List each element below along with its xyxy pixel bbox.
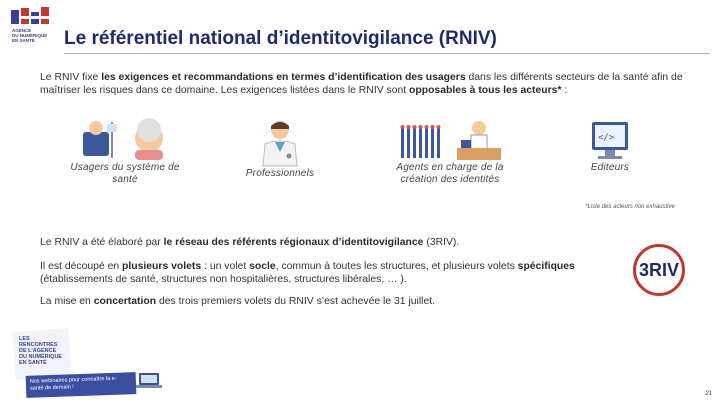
volets-paragraph: Il est découpé en plusieurs volets : un volet socle, commun à toutes les structures, et plusieurs volets spécifiques (établissements de santé, structures non hospitalières, structures libérales, … ). [40, 261, 575, 285]
intro-opposable: opposables à tous les acteurs* [409, 84, 562, 96]
promo-band [26, 372, 137, 398]
page-number: 21 [705, 391, 712, 397]
ans-logo [9, 6, 57, 48]
title-divider [64, 53, 710, 54]
actor-usagers [60, 118, 190, 186]
intro-emphasis: les exigences et recommandations en termes d’identification des usagers [101, 72, 466, 83]
actor-label: Editeurs [590, 162, 630, 173]
webinar-promo[interactable] [6, 326, 166, 402]
doctor-icon [255, 118, 305, 168]
intro-paragraph: Le RNIV fixe les exigences et recommandations en termes d’identification des usagers dans les différents secteurs de la santé afin de maîtriser les risques dans ce domaine. Les exigences listées dans le RNIV sont opposables à tous les acteurs* : [40, 72, 683, 96]
actor-label: Professionnels [245, 168, 315, 179]
actor-editeurs [570, 118, 650, 174]
software-icon [590, 118, 630, 162]
laptop-icon [136, 372, 162, 390]
actor-professionnels [230, 118, 330, 180]
concertation-paragraph: La mise en concertation des trois premiers volets du RNIV s’est achevée le 31 juillet. [40, 296, 436, 307]
patients-icon [77, 118, 173, 162]
ans-logo-mark-icon [9, 6, 57, 26]
actor-agents [380, 118, 520, 186]
promo-title: LES RENCONTRES DE L’AGENCE DU NUMÉRIQUE EN SANTÉ [19, 336, 63, 366]
elaboration-paragraph: Le RNIV a été élaboré par le réseau des référents régionaux d’identitovigilance (3RIV). [40, 237, 460, 248]
agent-icon [395, 118, 505, 162]
actor-label: Usagers du système de santé [70, 162, 180, 185]
logo-caption: AGENCE DU NUMÉRIQUE EN SANTÉ [12, 28, 48, 43]
3riv-badge-text: 3RIV [638, 260, 680, 280]
svg-text:</>: </> [598, 133, 615, 143]
3riv-badge [633, 244, 685, 296]
page-title: Le référentiel national d’identitovigilance (RNIV) [64, 28, 497, 49]
promo-band-text: Nos webinaires pour connaître la e-santé de demain ! [29, 375, 117, 392]
actor-label: Agents en charge de la création des identités [396, 162, 504, 185]
actors-footnote: *Liste des acteurs non exhaustive [585, 204, 675, 210]
elaboration-emphasis: le réseau des référents régionaux d’identitovigilance [163, 237, 424, 248]
